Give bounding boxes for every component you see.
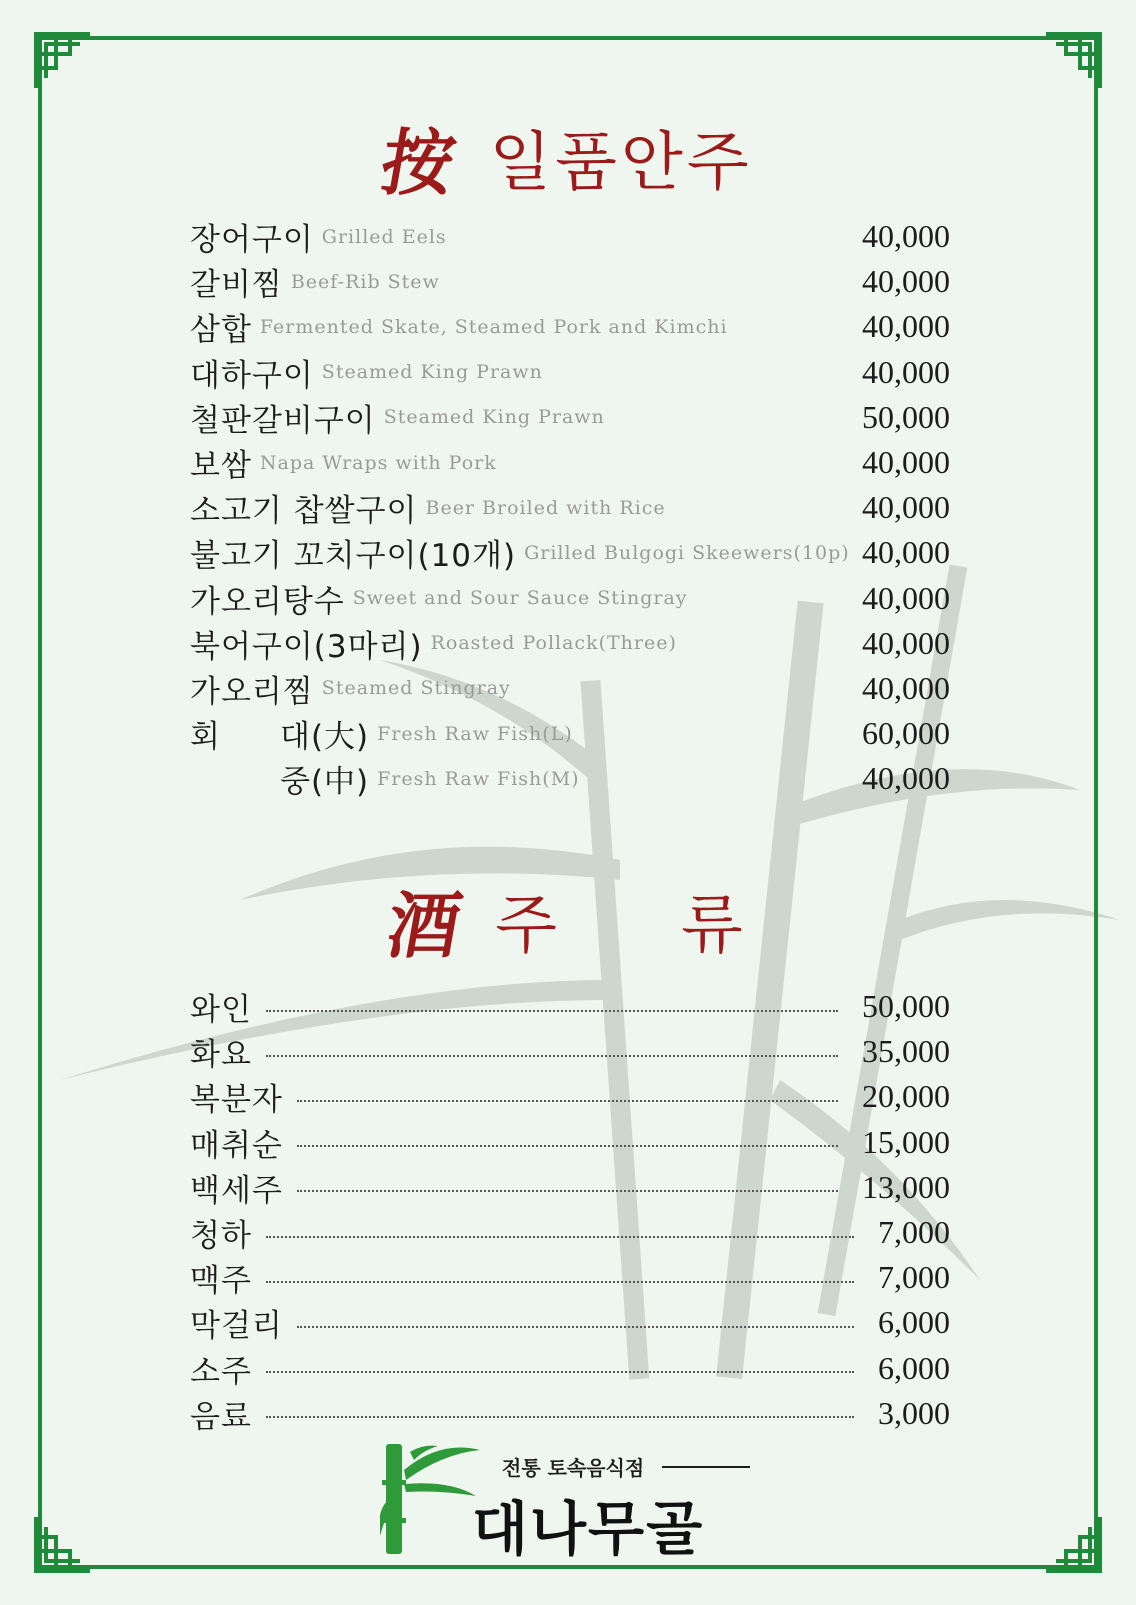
item-name: 가오리찜	[190, 673, 314, 710]
list-item	[190, 350, 950, 395]
item-name: 대하구이	[190, 357, 314, 394]
item-price: 40,000	[862, 760, 950, 797]
item-english: Fresh Raw Fish(L)	[377, 722, 573, 745]
corner-knot-icon-top-right	[1042, 30, 1104, 92]
item-price: 6,000	[878, 1349, 950, 1386]
item-price: 40,000	[862, 218, 950, 255]
list-item	[190, 1165, 950, 1210]
list-item	[190, 1074, 950, 1119]
corner-knot-icon-bottom-right	[1042, 1513, 1104, 1575]
item-price: 13,000	[862, 1168, 950, 1205]
dotted-leader	[297, 1100, 838, 1102]
item-name: 화요	[190, 1037, 252, 1074]
section2-title	[0, 868, 1136, 972]
item-price: 50,000	[862, 988, 950, 1025]
item-name: 북어구이(3마리)	[190, 628, 423, 665]
item-price: 50,000	[862, 398, 950, 435]
logo-tagline-line	[662, 1466, 750, 1468]
list-item	[190, 1391, 950, 1436]
list-item	[190, 1255, 950, 1300]
dotted-leader	[297, 1326, 854, 1328]
list-item	[190, 440, 950, 485]
item-name: 복분자	[190, 1082, 283, 1119]
item-name: 대(大)	[280, 719, 370, 756]
item-english: Steamed King Prawn	[321, 361, 543, 384]
item-price: 40,000	[862, 308, 950, 345]
hoe-label: 회	[190, 719, 221, 756]
list-item-hoe-medium	[190, 756, 950, 801]
item-price: 15,000	[862, 1123, 950, 1160]
item-price: 60,000	[862, 715, 950, 752]
dotted-leader	[266, 1236, 854, 1238]
item-price: 40,000	[862, 263, 950, 300]
item-name: 장어구이	[190, 222, 314, 259]
list-item	[190, 1300, 950, 1345]
item-name: 청하	[190, 1218, 252, 1255]
list-item	[190, 530, 950, 575]
dotted-leader	[266, 1055, 838, 1057]
list-item-hoe-large	[190, 711, 950, 756]
item-price: 40,000	[862, 353, 950, 390]
list-item	[190, 1029, 950, 1074]
item-name: 막걸리	[190, 1308, 283, 1345]
list-item	[190, 304, 950, 349]
item-price: 40,000	[862, 534, 950, 571]
section2-hanja: 酒	[380, 883, 468, 968]
item-name: 보쌈	[190, 448, 252, 485]
logo-tagline: 전통 토속음식점	[502, 1456, 645, 1480]
item-english: Napa Wraps with Pork	[259, 451, 497, 474]
food-menu-list	[190, 214, 950, 801]
corner-knot-icon-bottom-left	[32, 1513, 94, 1575]
dotted-leader	[266, 1416, 854, 1418]
item-english: Fermented Skate, Steamed Pork and Kimchi	[259, 315, 728, 338]
list-item	[190, 214, 950, 259]
item-price: 6,000	[878, 1304, 950, 1341]
item-name: 음료	[190, 1398, 252, 1435]
item-english: Roasted Pollack(Three)	[430, 632, 677, 655]
logo-name: 대나무골	[472, 1495, 705, 1563]
item-name: 맥주	[190, 1263, 252, 1300]
item-english: Steamed King Prawn	[383, 406, 605, 429]
item-name: 소고기 찹쌀구이	[190, 493, 418, 530]
drink-menu-list	[190, 984, 950, 1436]
dotted-leader	[266, 1010, 838, 1012]
item-price: 40,000	[862, 579, 950, 616]
item-name: 매취순	[190, 1127, 283, 1164]
item-price: 7,000	[878, 1214, 950, 1251]
item-english: Beef-Rib Stew	[290, 270, 440, 293]
list-item	[190, 395, 950, 440]
item-price: 40,000	[862, 489, 950, 526]
item-price: 3,000	[878, 1394, 950, 1431]
list-item	[190, 576, 950, 621]
item-name: 갈비찜	[190, 267, 283, 304]
section2-title-a: 주	[495, 889, 561, 963]
item-name: 삼합	[190, 312, 252, 349]
list-item	[190, 1210, 950, 1255]
item-english: Fresh Raw Fish(M)	[377, 767, 580, 790]
section1-title	[0, 105, 1136, 209]
item-price: 20,000	[862, 1078, 950, 1115]
item-price: 7,000	[878, 1259, 950, 1296]
corner-knot-icon-top-left	[32, 30, 94, 92]
item-name: 백세주	[190, 1172, 283, 1209]
list-item	[190, 984, 950, 1029]
item-name: 소주	[190, 1353, 252, 1390]
section2-title-b: 류	[681, 889, 747, 963]
item-name: 불고기 꼬치구이(10개)	[190, 538, 517, 575]
item-price: 40,000	[862, 669, 950, 706]
item-english: Steamed Stingray	[321, 677, 511, 700]
list-item	[190, 621, 950, 666]
item-name: 가오리탕수	[190, 583, 345, 620]
item-price: 40,000	[862, 444, 950, 481]
item-name: 철판갈비구이	[190, 402, 376, 439]
list-item	[190, 485, 950, 530]
list-item	[190, 1346, 950, 1391]
dotted-leader	[297, 1145, 838, 1147]
section1-title-text: 일품안주	[489, 126, 753, 200]
item-english: Grilled Bulgogi Skeewers(10p)	[524, 541, 850, 564]
dotted-leader	[266, 1371, 854, 1373]
section1-hanja: 按	[374, 120, 462, 205]
item-price: 35,000	[862, 1033, 950, 1070]
list-item	[190, 259, 950, 304]
item-price: 40,000	[862, 624, 950, 661]
list-item	[190, 1120, 950, 1165]
restaurant-logo	[380, 1440, 760, 1563]
item-name: 중(中)	[280, 764, 370, 801]
item-name: 와인	[190, 992, 252, 1029]
list-item	[190, 666, 950, 711]
dotted-leader	[297, 1190, 838, 1192]
item-english: Sweet and Sour Sauce Stingray	[352, 587, 688, 610]
item-english: Grilled Eels	[321, 225, 447, 248]
item-english: Beer Broiled with Rice	[425, 496, 666, 519]
dotted-leader	[266, 1281, 854, 1283]
